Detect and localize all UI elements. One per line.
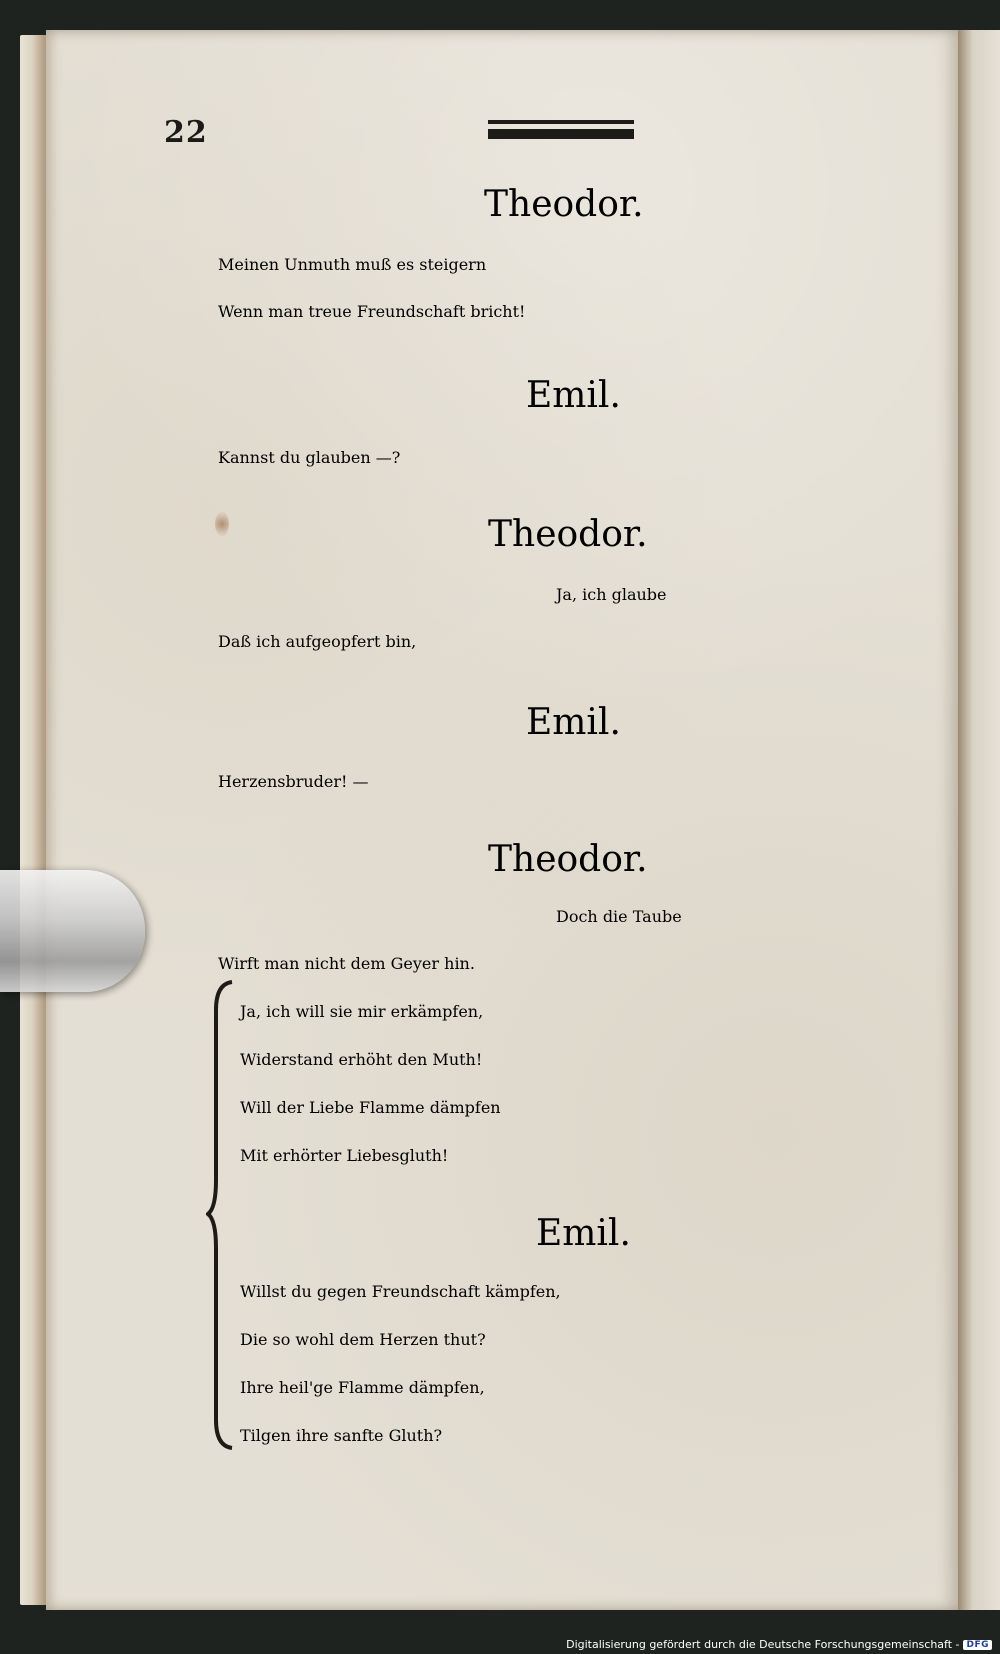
verse-line: Ja, ich will sie mir erkämpfen,: [240, 1002, 484, 1021]
book-page: [46, 30, 958, 1610]
header-rule-thin: [488, 120, 634, 124]
verse-line: Mit erhörter Liebesgluth!: [240, 1146, 449, 1165]
speaker-name: Emil.: [536, 1213, 631, 1254]
paper-stain: [215, 512, 229, 536]
brace-icon: [206, 980, 236, 1450]
verse-brace: [206, 980, 236, 1450]
speaker-name: Emil.: [526, 375, 621, 416]
verse-line: Wirft man nicht dem Geyer hin.: [218, 954, 475, 973]
verse-line: Widerstand erhöht den Muth!: [240, 1050, 483, 1069]
verse-line: Willst du gegen Freundschaft kämpfen,: [240, 1282, 561, 1301]
speaker-name: Theodor.: [488, 514, 648, 555]
verse-line: Herzensbruder! —: [218, 772, 369, 791]
verse-line: Ihre heil'ge Flamme dämpfen,: [240, 1378, 485, 1397]
verse-line: Kannst du glauben —?: [218, 448, 401, 467]
verse-line: Meinen Unmuth muß es steigern: [218, 255, 487, 274]
page-stack-right: [958, 30, 1000, 1610]
page-number: 22: [164, 115, 208, 150]
verse-line: Doch die Taube: [556, 907, 682, 926]
verse-line: Daß ich aufgeopfert bin,: [218, 632, 417, 651]
header-rule: [488, 120, 634, 142]
verse-line: Die so wohl dem Herzen thut?: [240, 1330, 486, 1349]
speaker-name: Emil.: [526, 702, 621, 743]
credit-text: Digitalisierung gefördert durch die Deutsche Forschungsgemeinschaft -: [566, 1638, 960, 1651]
digitization-credit: [566, 1638, 992, 1651]
header-rule-thick: [488, 129, 634, 139]
dfg-logo: DFG: [963, 1640, 992, 1650]
verse-line: Will der Liebe Flamme dämpfen: [240, 1098, 501, 1117]
speaker-name: Theodor.: [484, 184, 644, 225]
verse-line: Wenn man treue Freundschaft bricht!: [218, 302, 526, 321]
verse-line: Ja, ich glaube: [556, 585, 667, 604]
verse-line: Tilgen ihre sanfte Gluth?: [240, 1426, 443, 1445]
speaker-name: Theodor.: [488, 839, 648, 880]
page-clip: [0, 870, 145, 992]
